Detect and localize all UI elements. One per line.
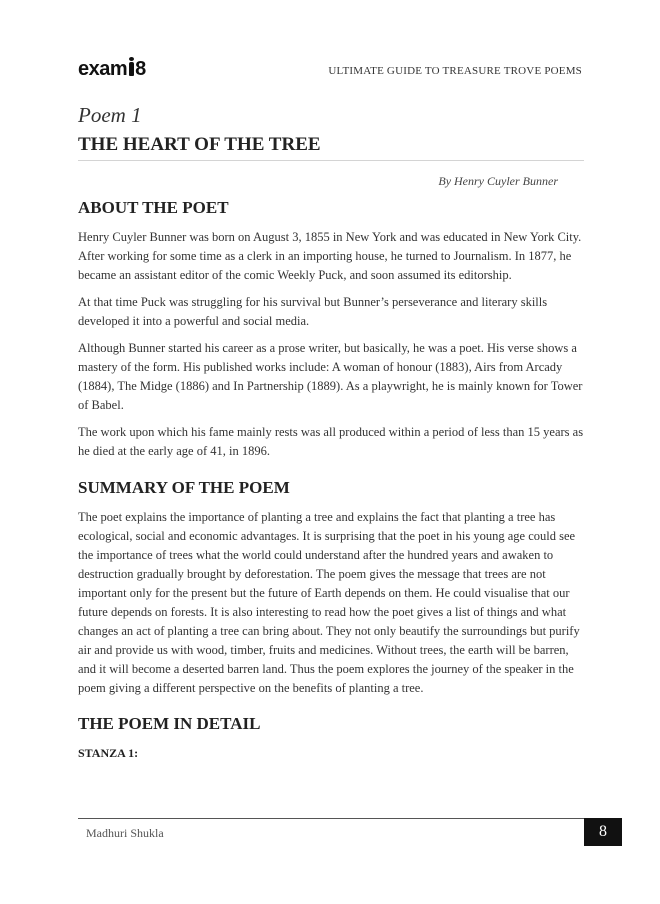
lightbulb-icon: [129, 62, 134, 76]
title-divider: [78, 160, 584, 161]
about-poet-paragraph-2: At that time Puck was struggling for his survival but Bunner’s perseverance and literary skills developed it into a powerful and social media.: [78, 295, 548, 328]
poem-detail-heading: THE POEM IN DETAIL: [78, 714, 261, 733]
about-poet-section: [78, 228, 586, 469]
poem-number: Poem 1: [78, 103, 142, 127]
poem-byline: By Henry Cuyler Bunner: [438, 174, 558, 188]
footer-divider: [78, 818, 584, 819]
about-poet-paragraph-3: Although Bunner started his career as a prose writer, but basically, he was a poet. His verse shows a mastery of the form. His published works include: A woman of honour (1883), Airs from Arcady (1884), The Midge (1886) and In Partnership (1889). As a playwright, he is mainly known for Tower of Babel.: [78, 341, 583, 412]
exam18-logo: [78, 58, 146, 81]
summary-heading: SUMMARY OF THE POEM: [78, 478, 290, 497]
stanza-label: STANZA 1:: [78, 746, 139, 760]
logo-number: 8: [135, 58, 146, 80]
summary-paragraph: The poet explains the importance of planting a tree and explains the fact that planting a tree has ecological, social and economic advantages. It is surprising that the poet in his young age could see the importance of trees what the world could understand after the hundred years and awaken to destruction gradually brought by deforestation. The poem gives the message that trees are not important only for the present but the future of Earth depends on them. He could visualise that our future depends on forests. It is also interesting to read how the poet gives a list of things and what changes an act of planting a tree can bring about. They not only beautify the surroundings but purify air and provide us with wood, timber, fruits and medicines. Without trees, the earth will be barren, and it will become a deserted barren land. Thus the poem explores the journey of the speaker in the poem giving a different perspective on the benefits of planting a tree.: [78, 510, 580, 695]
logo-text: exam: [78, 58, 128, 80]
summary-section: [78, 508, 586, 706]
page-number: 8: [584, 818, 622, 846]
about-poet-paragraph-4: The work upon which his fame mainly rests was all produced within a period of less than 15 years as he died at the early age of 41, in 1896.: [78, 425, 584, 458]
about-poet-heading: ABOUT THE POET: [78, 198, 229, 217]
poem-title: THE HEART OF THE TREE: [78, 134, 321, 155]
about-poet-paragraph-1: Henry Cuyler Bunner was born on August 3, 1855 in New York and was educated in New York City. After working for some time as a clerk in an importing house, he turned to Journalism. In 1877, he became an assistant editor of the comic Weekly Puck, and soon assumed its editorship.: [78, 230, 582, 282]
guide-title: ULTIMATE GUIDE TO TREASURE TROVE POEMS: [328, 65, 582, 77]
footer-author: Madhuri Shukla: [86, 826, 164, 840]
